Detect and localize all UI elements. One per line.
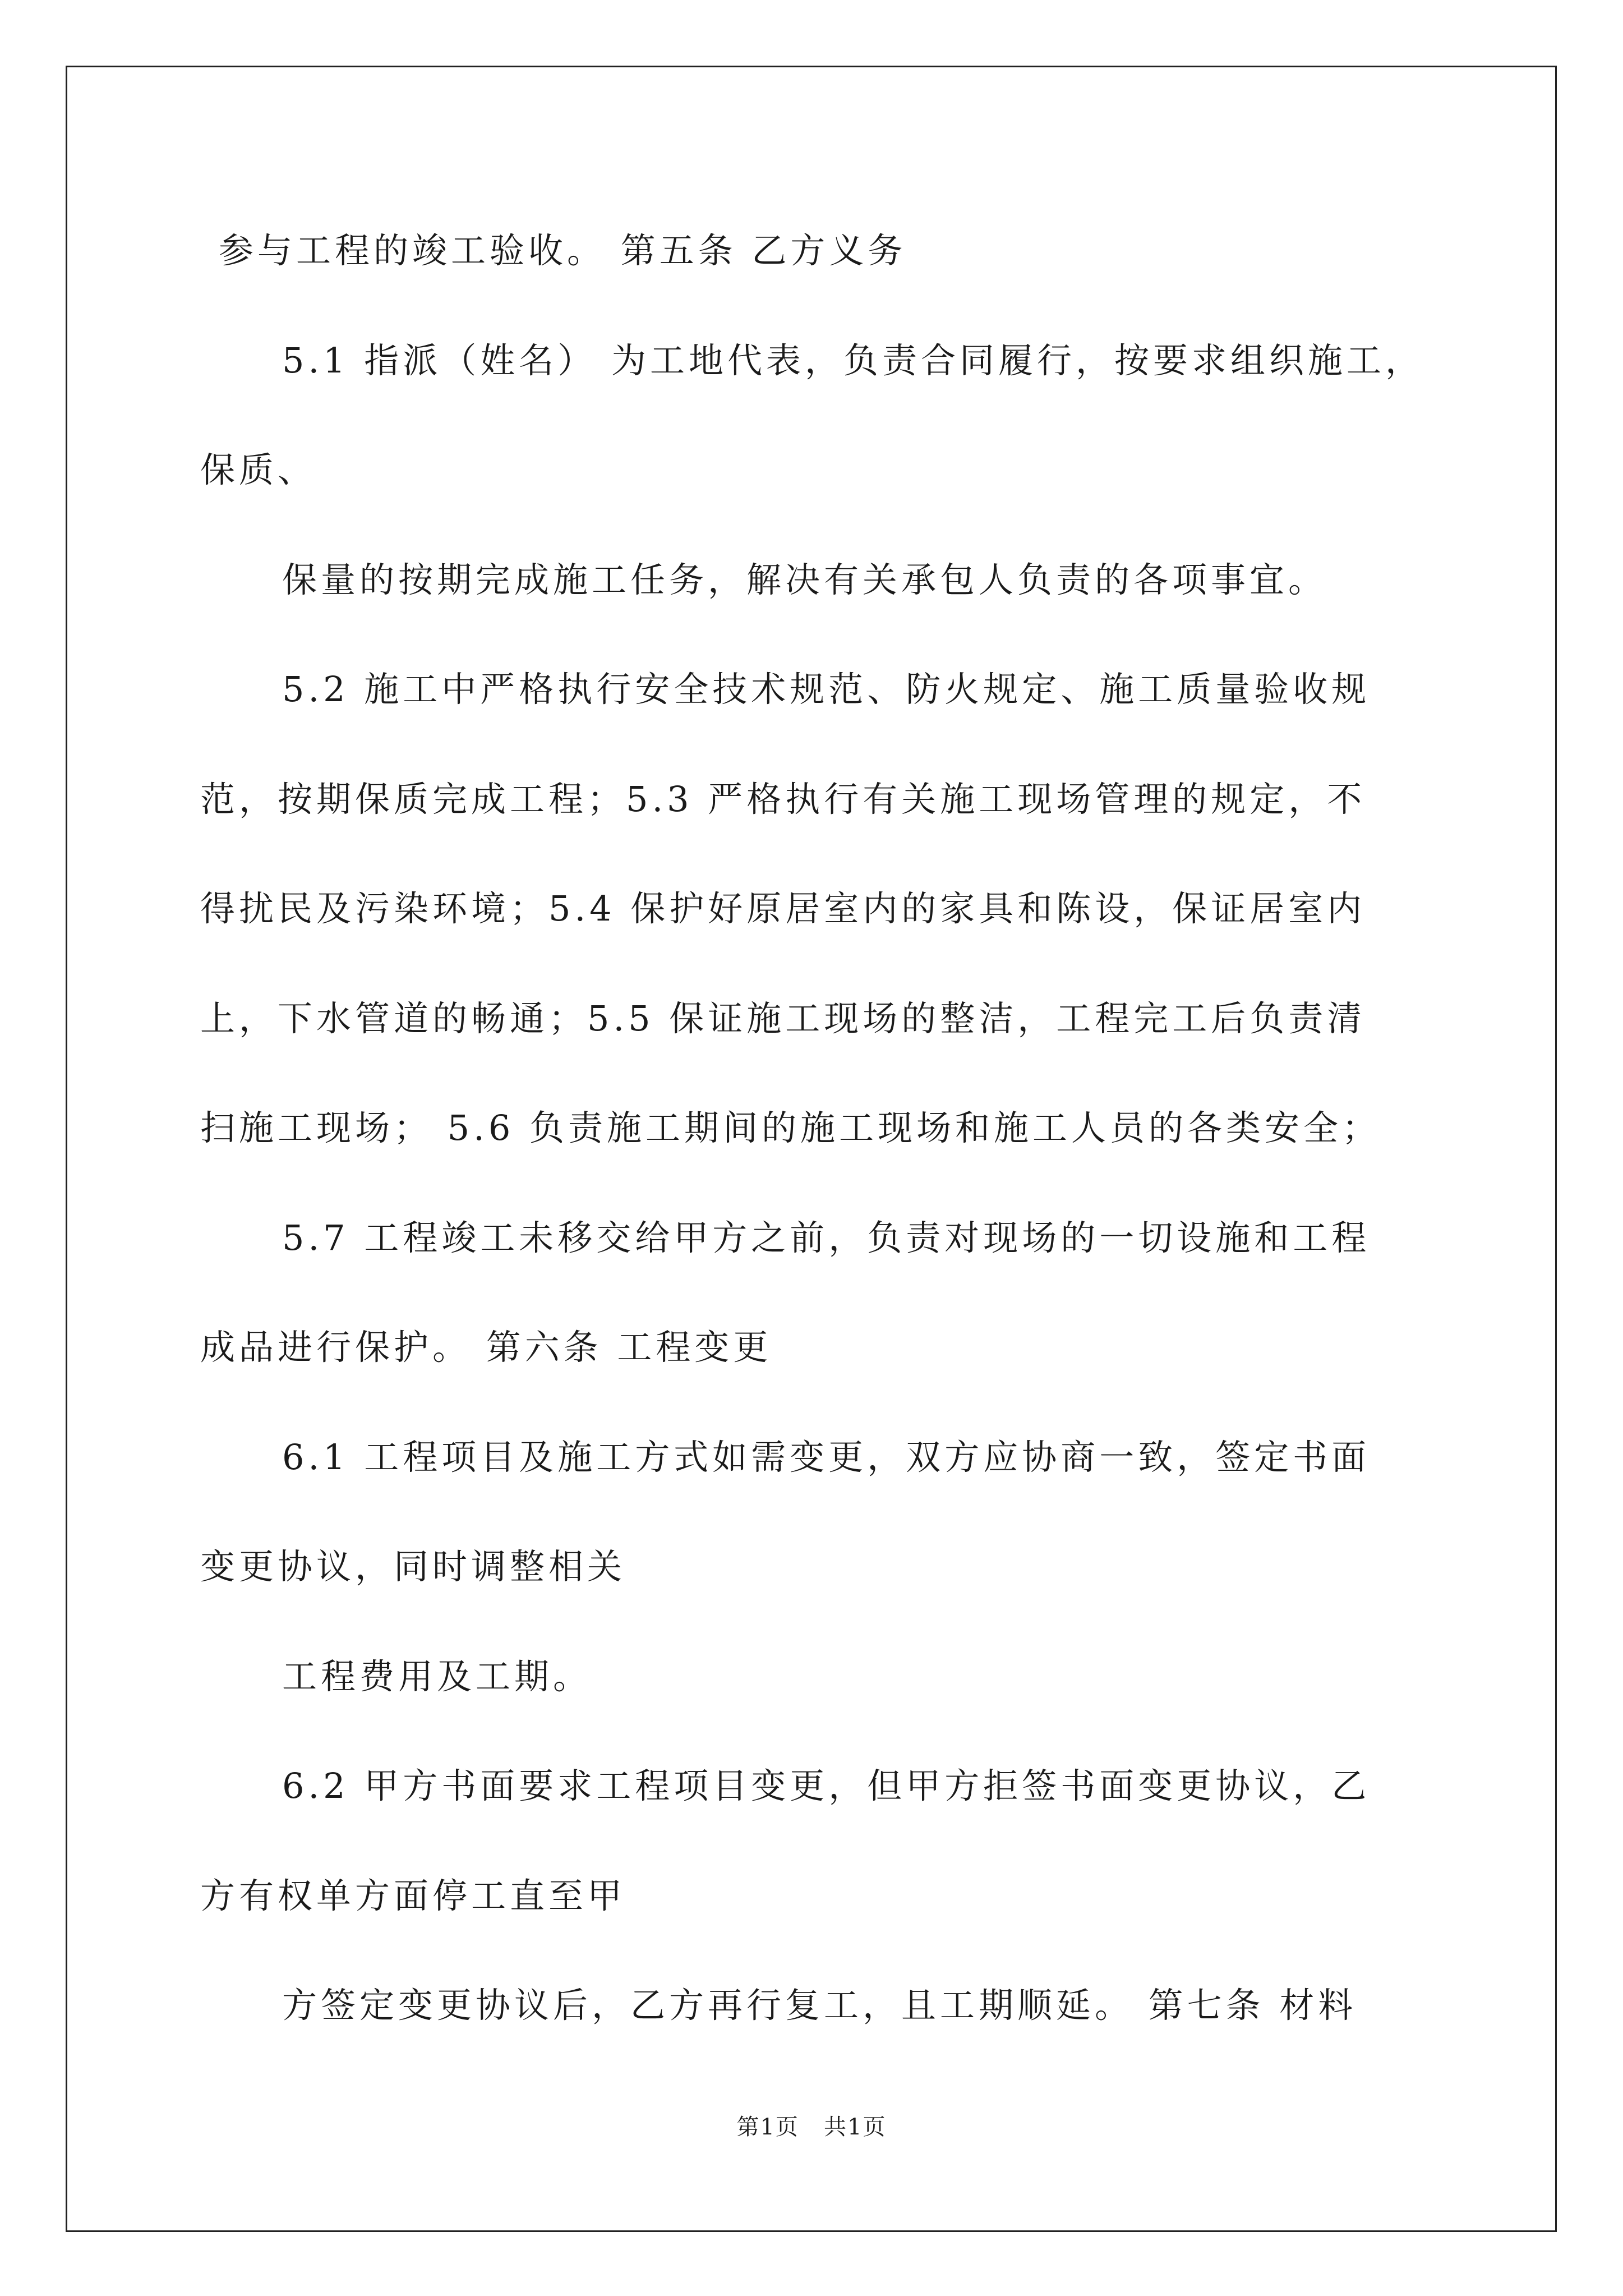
- text-line: 范，按期保质完成工程；5.3 严格执行有关施工现场管理的规定，不: [200, 779, 1366, 820]
- text-line: 上，下水管道的畅通；5.5 保证施工现场的整洁，工程完工后负责清: [200, 998, 1366, 1039]
- text-line: 5.2 施工中严格执行安全技术规范、防火规定、施工质量验收规: [282, 669, 1371, 710]
- text-line: 6.2 甲方书面要求工程项目变更，但甲方拒签书面变更协议，乙: [282, 1765, 1371, 1806]
- page-footer: 第1页 共1页: [736, 2114, 887, 2140]
- text-line: 工程费用及工期。: [282, 1656, 592, 1697]
- text-line: 5.7 工程竣工未移交给甲方之前，负责对现场的一切设施和工程: [282, 1217, 1371, 1258]
- text-line: 得扰民及污染环境；5.4 保护好原居室内的家具和陈设，保证居室内: [200, 888, 1366, 929]
- text-line: 扫施工现场； 5.6 负责施工期间的施工现场和施工人员的各类安全；: [200, 1107, 1381, 1148]
- text-line: 保量的按期完成施工任务，解决有关承包人负责的各项事宜。: [282, 559, 1327, 600]
- text-line: 变更协议，同时调整相关: [200, 1546, 626, 1587]
- text-line: 保质、: [200, 449, 317, 490]
- text-line: 6.1 工程项目及施工方式如需变更，双方应协商一致，签定书面: [282, 1437, 1371, 1478]
- text-line: 方签定变更协议后，乙方再行复工，且工期顺延。 第七条 材料: [282, 1985, 1357, 2026]
- text-line: 方有权单方面停工直至甲: [200, 1875, 626, 1916]
- text-line: 参与工程的竣工验收。 第五条 乙方义务: [219, 230, 907, 271]
- text-line: 成品进行保护。 第六条 工程变更: [200, 1327, 772, 1368]
- text-line: 5.1 指派（姓名） 为工地代表，负责合同履行，按要求组织施工，: [282, 340, 1424, 381]
